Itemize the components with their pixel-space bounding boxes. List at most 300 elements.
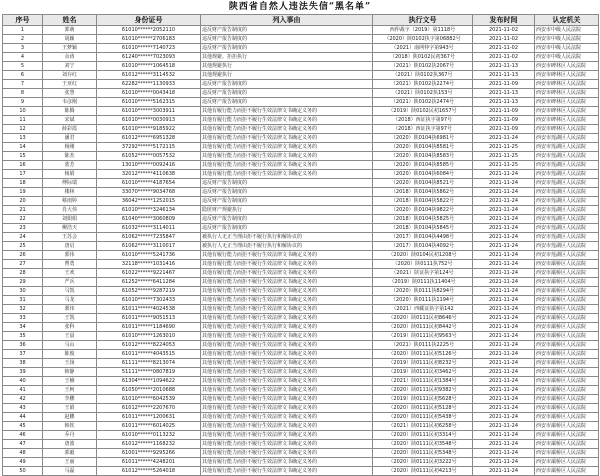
cell-reason: 其他规避、拒拒执行 xyxy=(201,53,373,62)
col-header-authority: 认定机关 xyxy=(535,15,599,26)
cell-reason: 其他有履行能力而拒不履行生效法律文书确定义务的 xyxy=(201,305,373,314)
cell-case-number: （2020）陕0111执1194号 xyxy=(373,296,473,305)
cell-reason: 其他有履行能力而拒不履行生效法律文书确定义务的 xyxy=(201,422,373,431)
cell-publish-date: 2021-11-24 xyxy=(473,341,535,350)
cell-authority: 西安市灞桥区人民法院 xyxy=(535,332,599,341)
cell-publish-date: 2021-11-24 xyxy=(473,467,535,476)
cell-name: 马凯 xyxy=(43,287,97,296)
cell-publish-date: 2021-11-24 xyxy=(473,449,535,458)
cell-publish-date: 2021-11-24 xyxy=(473,305,535,314)
table-row xyxy=(3,404,599,413)
cell-authority: 西安市碑林区人民法院 xyxy=(535,80,599,89)
cell-name: 王梦颖 xyxy=(43,44,97,53)
cell-case-number: （2020）陕0104执8583号 xyxy=(373,152,473,161)
cell-index: 5 xyxy=(3,62,43,71)
cell-publish-date: 2021-11-24 xyxy=(473,386,535,395)
table-row xyxy=(3,44,599,53)
cell-publish-date: 2021-11-24 xyxy=(473,179,535,188)
cell-case-number: （2020）陕0111民初3222号 xyxy=(373,458,473,467)
cell-index: 7 xyxy=(3,80,43,89)
cell-name: 余涛 xyxy=(43,53,97,62)
cell-case-number: （2020）陕0111民初5126号 xyxy=(373,350,473,359)
cell-name: 韩静 xyxy=(43,368,97,377)
table-row xyxy=(3,215,599,224)
cell-id-number: 61010******2052110 xyxy=(97,26,201,35)
cell-name: 刘娟娟 xyxy=(43,215,97,224)
cell-reason: 被执行人无正当理由拒不履行执行和解协议的 xyxy=(201,242,373,251)
cell-authority: 西安市灞桥区人民法院 xyxy=(535,386,599,395)
cell-id-number: 61010******7302433 xyxy=(97,296,201,305)
cell-case-number: （2020）陕0111民初3548号 xyxy=(373,440,473,449)
cell-authority: 西安市灞桥区人民法院 xyxy=(535,440,599,449)
table-row xyxy=(3,458,599,467)
cell-case-number: （2021）陕0111民初6258号 xyxy=(373,422,473,431)
cell-case-number: （2020）陕0104民初1208号 xyxy=(373,251,473,260)
cell-authority: 西安市莲湖区人民法院 xyxy=(535,215,599,224)
cell-case-number: （2021）陕0102执2274号 xyxy=(373,80,473,89)
cell-case-number: （2018）西证执字第97号 xyxy=(373,116,473,125)
cell-case-number: （2020）陕0111民初5438号 xyxy=(373,413,473,422)
cell-reason: 其他有履行能力而拒不履行生效法律文书确定义务的 xyxy=(201,440,373,449)
table-row xyxy=(3,278,599,287)
cell-authority: 西安市灞桥区人民法院 xyxy=(535,305,599,314)
col-header-case-number: 执行文号 xyxy=(373,15,473,26)
cell-reason: 其他有履行能力而拒不履行生效法律文书确定义务的 xyxy=(201,449,373,458)
table-row xyxy=(3,332,599,341)
cell-authority: 西安市莲湖区人民法院 xyxy=(535,206,599,215)
cell-index: 22 xyxy=(3,215,43,224)
cell-id-number: 32118******1031416 xyxy=(97,260,201,269)
cell-index: 18 xyxy=(3,179,43,188)
col-header-publish-date: 发布时间 xyxy=(473,15,535,26)
cell-case-number: （2020）陕0111民初8442号 xyxy=(373,323,473,332)
cell-id-number: 61010******4187654 xyxy=(97,179,201,188)
cell-name: 马磊 xyxy=(43,467,97,476)
cell-case-number: （2021）南网仲字第943号 xyxy=(373,44,473,53)
cell-case-number: （2018）陕0104执5862号 xyxy=(373,188,473,197)
table-row xyxy=(3,53,599,62)
cell-reason: 其他有履行能力而拒不履行生效法律文书确定义务的 xyxy=(201,260,373,269)
cell-publish-date: 2021-11-02 xyxy=(473,26,535,35)
cell-id-number: 61052******9287219 xyxy=(97,287,201,296)
cell-publish-date: 2021-11-24 xyxy=(473,170,535,179)
cell-reason: 隐匿财产规避执行 xyxy=(201,206,373,215)
cell-id-number: 61050******2010688 xyxy=(97,386,201,395)
cell-index: 25 xyxy=(3,242,43,251)
cell-publish-date: 2021-11-13 xyxy=(473,98,535,107)
cell-case-number: （2017）陕0104执4092号 xyxy=(373,242,473,251)
cell-name: 王柯 xyxy=(43,386,97,395)
cell-index: 15 xyxy=(3,152,43,161)
table-row xyxy=(3,179,599,188)
cell-case-number: （2020）陕0104执8521号 xyxy=(373,179,473,188)
table-row xyxy=(3,413,599,422)
cell-index: 23 xyxy=(3,224,43,233)
cell-case-number: （2020）陕0111民初5348号 xyxy=(373,449,473,458)
cell-name: 王楠 xyxy=(43,377,97,386)
blacklist-table xyxy=(2,14,599,476)
col-header-index: 序号 xyxy=(3,15,43,26)
cell-authority: 西安市碑林区人民法院 xyxy=(535,71,599,80)
cell-authority: 西安市灞桥区人民法院 xyxy=(535,359,599,368)
table-row xyxy=(3,350,599,359)
cell-index: 27 xyxy=(3,260,43,269)
cell-id-number: 61240******7023093 xyxy=(97,53,201,62)
table-row xyxy=(3,98,599,107)
cell-index: 40 xyxy=(3,377,43,386)
table-row xyxy=(3,341,599,350)
cell-case-number: （2020）陕0111民初9382号 xyxy=(373,386,473,395)
cell-id-number: 36042******1252015 xyxy=(97,197,201,206)
cell-authority: 西安市莲湖区人民法院 xyxy=(535,143,599,152)
cell-case-number: （2017）陕0104执4498号 xyxy=(373,233,473,242)
cell-case-number: （2021）西藏证执字第142 xyxy=(373,305,473,314)
table-row xyxy=(3,449,599,458)
cell-reason: 其他有履行能力而拒不履行生效法律文书确定义务的 xyxy=(201,269,373,278)
cell-id-number: 61011******4248201 xyxy=(97,458,201,467)
cell-id-number: 61010******7140723 xyxy=(97,44,201,53)
cell-index: 8 xyxy=(3,89,43,98)
table-row xyxy=(3,386,599,395)
cell-authority: 西安市灞桥区人民法院 xyxy=(535,467,599,476)
cell-reason: 其他有履行能力而拒不履行生效法律文书确定义务的 xyxy=(201,377,373,386)
cell-id-number: 61011******4024538 xyxy=(97,305,201,314)
cell-publish-date: 2021-11-24 xyxy=(473,413,535,422)
cell-id-number: 61010******3246134 xyxy=(97,206,201,215)
cell-authority: 西安市灞桥区人民法院 xyxy=(535,278,599,287)
cell-reason: 其他有履行能力而拒不履行生效法律文书确定义务的 xyxy=(201,350,373,359)
cell-index: 3 xyxy=(3,44,43,53)
cell-reason: 其他有履行能力而拒不履行生效法律文书确定义务的 xyxy=(201,278,373,287)
cell-case-number: （2020）陕0102执字第06882号 xyxy=(373,35,473,44)
cell-authority: 西安市灞桥区人民法院 xyxy=(535,404,599,413)
cell-authority: 西安市莲湖区人民法院 xyxy=(535,224,599,233)
col-header-id-number: 身份证号 xyxy=(97,15,201,26)
cell-authority: 西安市灞桥区人民法院 xyxy=(535,287,599,296)
cell-id-number: 61012******5264018 xyxy=(97,467,201,476)
cell-case-number: （2020）陕0111民初5128号 xyxy=(373,404,473,413)
cell-case-number: （2018）西证执字第97号 xyxy=(373,125,473,134)
cell-index: 42 xyxy=(3,395,43,404)
cell-id-number: 61010******3003911 xyxy=(97,107,201,116)
cell-name: 乔丹 xyxy=(43,431,97,440)
cell-case-number: （2019）陕0111民初8232号 xyxy=(373,359,473,368)
cell-index: 4 xyxy=(3,53,43,62)
cell-id-number: 61012******2207670 xyxy=(97,404,201,413)
cell-publish-date: 2021-11-24 xyxy=(473,242,535,251)
cell-id-number: 61010******0113232 xyxy=(97,431,201,440)
cell-publish-date: 2021-11-24 xyxy=(473,188,535,197)
cell-publish-date: 2021-11-25 xyxy=(473,161,535,170)
table-row xyxy=(3,80,599,89)
cell-case-number: （2019）陕0111民初5628号 xyxy=(373,395,473,404)
cell-reason: 违反财产报告制度的 xyxy=(201,179,373,188)
cell-publish-date: 2021-11-02 xyxy=(473,35,535,44)
cell-authority: 西安市中级人民法院 xyxy=(535,35,599,44)
cell-name: 杨娟 xyxy=(43,170,97,179)
cell-case-number: （2019）陕0102民初1657号 xyxy=(373,107,473,116)
cell-publish-date: 2021-11-25 xyxy=(473,143,535,152)
cell-index: 13 xyxy=(3,134,43,143)
cell-name: 韦彦刚 xyxy=(43,98,97,107)
table-row xyxy=(3,260,599,269)
cell-case-number: （2020）陕0111民初4213号 xyxy=(373,467,473,476)
cell-case-number: （2020）陕0104执6084号 xyxy=(373,170,473,179)
cell-name: 杨刚 xyxy=(43,143,97,152)
cell-reason: 其他有履行能力而拒不履行生效法律文书确定义务的 xyxy=(201,467,373,476)
cell-name: 栗伟 xyxy=(43,305,97,314)
cell-name: 李鹏 xyxy=(43,395,97,404)
cell-name: 张慧 xyxy=(43,89,97,98)
cell-name: 柳浩天 xyxy=(43,224,97,233)
table-row xyxy=(3,422,599,431)
cell-publish-date: 2021-11-24 xyxy=(473,458,535,467)
cell-authority: 西安市中级人民法院 xyxy=(535,26,599,35)
table-row xyxy=(3,287,599,296)
cell-name: 郭伟 xyxy=(43,251,97,260)
table-row xyxy=(3,89,599,98)
cell-index: 37 xyxy=(3,350,43,359)
cell-name: 郭毅 xyxy=(43,449,97,458)
cell-publish-date: 2021-11-24 xyxy=(473,278,535,287)
cell-reason: 违反财产报告制度的 xyxy=(201,215,373,224)
cell-publish-date: 2021-11-13 xyxy=(473,71,535,80)
cell-name: 韩钦 xyxy=(43,422,97,431)
cell-reason: 其他有履行能力而拒不履行生效法律文书确定义务的 xyxy=(201,458,373,467)
cell-id-number: 61011******9051513 xyxy=(97,314,201,323)
cell-case-number: （2020）陕0111执8294号 xyxy=(373,287,473,296)
cell-id-number: 61010******5241736 xyxy=(97,251,201,260)
cell-index: 14 xyxy=(3,143,43,152)
cell-id-number: 61012******1168232 xyxy=(97,440,201,449)
cell-id-number: 61001******9295266 xyxy=(97,449,201,458)
table-row xyxy=(3,206,599,215)
cell-publish-date: 2021-11-24 xyxy=(473,134,535,143)
cell-case-number: （2021）陕0102执2067号 xyxy=(373,62,473,71)
cell-case-number: （2020）陕0104执9822号 xyxy=(373,206,473,215)
cell-name: 唐启 xyxy=(43,242,97,251)
cell-name: 王亚红 xyxy=(43,80,97,89)
cell-publish-date: 2021-11-24 xyxy=(473,197,535,206)
cell-case-number: （2020）陕0111执752号 xyxy=(373,260,473,269)
cell-authority: 西安市碑林区人民法院 xyxy=(535,107,599,116)
cell-reason: 其他规避执行 xyxy=(201,71,373,80)
cell-publish-date: 2021-11-24 xyxy=(473,395,535,404)
cell-authority: 西安市灞桥区人民法院 xyxy=(535,269,599,278)
cell-authority: 西安市灞桥区人民法院 xyxy=(535,350,599,359)
cell-reason: 其他有履行能力而拒不履行生效法律文书确定义务的 xyxy=(201,368,373,377)
table-row xyxy=(3,71,599,80)
cell-index: 47 xyxy=(3,440,43,449)
cell-case-number: （2021）陕0102执153号 xyxy=(373,89,473,98)
cell-reason: 其他有履行能力而拒不履行生效法律文书确定义务的 xyxy=(201,251,373,260)
cell-name: 宋斌 xyxy=(43,116,97,125)
cell-index: 11 xyxy=(3,116,43,125)
cell-id-number: 61011******6014025 xyxy=(97,422,201,431)
cell-id-number: 61011******4043515 xyxy=(97,350,201,359)
cell-index: 43 xyxy=(3,404,43,413)
cell-reason: 其他有履行能力而拒不履行生效法律文书确定义务的 xyxy=(201,170,373,179)
cell-reason: 其他有履行能力而拒不履行生效法律文书确定义务的 xyxy=(201,287,373,296)
table-row xyxy=(3,305,599,314)
table-row xyxy=(3,161,599,170)
cell-index: 45 xyxy=(3,422,43,431)
cell-index: 48 xyxy=(3,449,43,458)
cell-publish-date: 2021-11-24 xyxy=(473,404,535,413)
cell-id-number: 61010******0043418 xyxy=(97,89,201,98)
cell-name: 王苏会 xyxy=(43,233,97,242)
cell-name: 王娟 xyxy=(43,404,97,413)
cell-case-number: （2020）陕0104执8585号 xyxy=(373,161,473,170)
cell-publish-date: 2021-11-24 xyxy=(473,422,535,431)
cell-authority: 西安市莲湖区人民法院 xyxy=(535,161,599,170)
table-body xyxy=(3,26,599,476)
cell-index: 9 xyxy=(3,98,43,107)
table-row xyxy=(3,296,599,305)
cell-name: 楼林 xyxy=(43,188,97,197)
cell-case-number: （2021）陕证执字第124号 xyxy=(373,269,473,278)
cell-case-number: （2018）陕0102民初367号 xyxy=(373,53,473,62)
cell-reason: 其他有履行能力而拒不履行生效法律文书确定义务的 xyxy=(201,359,373,368)
cell-publish-date: 2021-11-24 xyxy=(473,314,535,323)
cell-id-number: 61022******9221467 xyxy=(97,269,201,278)
cell-name: 马山 xyxy=(43,341,97,350)
table-row xyxy=(3,170,599,179)
cell-reason: 其他有履行能力而拒不履行生效法律文书确定义务的 xyxy=(201,107,373,116)
cell-publish-date: 2021-11-13 xyxy=(473,62,535,71)
cell-publish-date: 2021-11-24 xyxy=(473,296,535,305)
cell-name: 蓝芳 xyxy=(43,161,97,170)
cell-reason: 其他有履行能力而拒不履行生效法律文书确定义务的 xyxy=(201,296,373,305)
cell-name: 王丽 xyxy=(43,458,97,467)
cell-id-number: 37292******5172115 xyxy=(97,143,201,152)
cell-index: 50 xyxy=(3,467,43,476)
cell-reason: 其他有履行能力而拒不履行生效法律文书确定义务的 xyxy=(201,332,373,341)
cell-index: 46 xyxy=(3,431,43,440)
cell-case-number: （2019）陕0111民初9563号 xyxy=(373,332,473,341)
cell-index: 49 xyxy=(3,458,43,467)
table-row xyxy=(3,467,599,476)
cell-index: 36 xyxy=(3,341,43,350)
cell-id-number: 61032******3114011 xyxy=(97,224,201,233)
cell-index: 10 xyxy=(3,107,43,116)
cell-id-number: 61111******8213074 xyxy=(97,359,201,368)
cell-id-number: 61012******8224053 xyxy=(97,341,201,350)
cell-reason: 其他规避执行 xyxy=(201,62,373,71)
cell-reason: 其他有履行能力而拒不履行生效法律文书确定义务的 xyxy=(201,431,373,440)
cell-index: 30 xyxy=(3,287,43,296)
cell-authority: 西安市灞桥区人民法院 xyxy=(535,296,599,305)
cell-name: 肖大伟 xyxy=(43,206,97,215)
cell-case-number: （2018）陕0104执5845号 xyxy=(373,224,473,233)
cell-index: 35 xyxy=(3,332,43,341)
cell-reason: 违反财产报告制度的 xyxy=(201,188,373,197)
table-row xyxy=(3,143,599,152)
cell-reason: 违反财产报告制度的 xyxy=(201,89,373,98)
cell-authority: 西安市莲湖区人民法院 xyxy=(535,233,599,242)
cell-name: 刘宁 xyxy=(43,62,97,71)
col-header-reason: 列入事由 xyxy=(201,15,373,26)
cell-authority: 西安市灞桥区人民法院 xyxy=(535,323,599,332)
cell-authority: 西安市灞桥区人民法院 xyxy=(535,377,599,386)
cell-authority: 西安市中级人民法院 xyxy=(535,44,599,53)
cell-case-number: （2021）陕0102执2474号 xyxy=(373,98,473,107)
cell-index: 20 xyxy=(3,197,43,206)
cell-reason: 被执行人无正当理由拒不履行执行和解协议的 xyxy=(201,233,373,242)
cell-reason: 违反财产报告制度的 xyxy=(201,35,373,44)
cell-publish-date: 2021-11-24 xyxy=(473,377,535,386)
cell-authority: 西安市碑林区人民法院 xyxy=(535,62,599,71)
cell-index: 1 xyxy=(3,26,43,35)
cell-publish-date: 2021-11-02 xyxy=(473,44,535,53)
cell-name: 唐波 xyxy=(43,440,97,449)
cell-name: 王凯 xyxy=(43,314,97,323)
cell-authority: 西安市中级人民法院 xyxy=(535,53,599,62)
cell-id-number: 61052******0057532 xyxy=(97,152,201,161)
cell-name: 王欢 xyxy=(43,269,97,278)
table-row xyxy=(3,197,599,206)
cell-index: 2 xyxy=(3,35,43,44)
cell-name: 王扬 xyxy=(43,359,97,368)
cell-name: 薛彩霞 xyxy=(43,125,97,134)
cell-id-number: 61011******1200631 xyxy=(97,413,201,422)
cell-id-number: 61010******6042539 xyxy=(97,395,201,404)
cell-case-number: （2018）陕0104执5822号 xyxy=(373,197,473,206)
cell-reason: 违反财产报告制度的 xyxy=(201,197,373,206)
cell-id-number: 62282******1130933 xyxy=(97,80,201,89)
cell-reason: 其他有履行能力而拒不履行生效法律文书确定义务的 xyxy=(201,125,373,134)
table-row xyxy=(3,242,599,251)
cell-index: 17 xyxy=(3,170,43,179)
cell-index: 44 xyxy=(3,413,43,422)
cell-index: 19 xyxy=(3,188,43,197)
cell-publish-date: 2021-11-24 xyxy=(473,440,535,449)
cell-publish-date: 2021-11-24 xyxy=(473,368,535,377)
cell-name: 王晨 xyxy=(43,332,97,341)
cell-case-number: （2020）陕0104执6981号 xyxy=(373,134,473,143)
cell-index: 29 xyxy=(3,278,43,287)
cell-publish-date: 2021-11-24 xyxy=(473,233,535,242)
cell-name: 蔡雨婷 xyxy=(43,197,97,206)
cell-name: 陈俊 xyxy=(43,350,97,359)
cell-id-number: 61062******7235847 xyxy=(97,233,201,242)
cell-name: 傅际瑞 xyxy=(43,179,97,188)
cell-reason: 其他有履行能力而拒不履行生效法律文书确定义务的 xyxy=(201,386,373,395)
cell-reason: 其他有履行能力而拒不履行生效法律文书确定义务的 xyxy=(201,314,373,323)
cell-name: 潘君 xyxy=(43,134,97,143)
col-header-name: 姓名 xyxy=(43,15,97,26)
table-row xyxy=(3,116,599,125)
cell-case-number: （2019）陕0111民初3462号 xyxy=(373,368,473,377)
cell-publish-date: 2021-11-24 xyxy=(473,332,535,341)
table-row xyxy=(3,377,599,386)
cell-authority: 西安市莲湖区人民法院 xyxy=(535,152,599,161)
cell-id-number: 13010******0092416 xyxy=(97,161,201,170)
table-row xyxy=(3,314,599,323)
cell-reason: 其他有履行能力而拒不履行生效法律文书确定义务的 xyxy=(201,395,373,404)
cell-index: 41 xyxy=(3,386,43,395)
cell-id-number: 33070******9034768 xyxy=(97,188,201,197)
cell-reason: 其他有履行能力而拒不履行生效法律文书确定义务的 xyxy=(201,143,373,152)
cell-case-number: （2020）陕0111民初8646号 xyxy=(373,314,473,323)
cell-publish-date: 2021-11-24 xyxy=(473,224,535,233)
cell-index: 12 xyxy=(3,125,43,134)
cell-authority: 西安市灞桥区人民法院 xyxy=(535,458,599,467)
cell-publish-date: 2021-11-02 xyxy=(473,53,535,62)
cell-index: 32 xyxy=(3,305,43,314)
cell-case-number: （2021）陕0102执367号 xyxy=(373,71,473,80)
cell-publish-date: 2021-11-24 xyxy=(473,323,535,332)
